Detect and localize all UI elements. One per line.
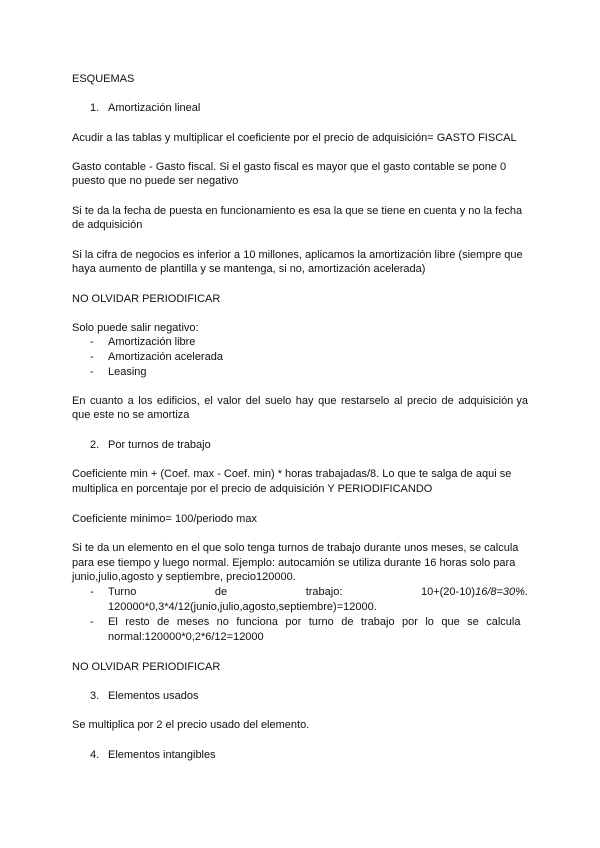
word: Turno bbox=[108, 586, 137, 598]
word: lo bbox=[425, 616, 434, 628]
word: funciona bbox=[236, 616, 278, 628]
word: resto bbox=[125, 616, 150, 628]
word: de bbox=[157, 616, 170, 628]
paragraph: Coeficiente minimo= 100/periodo max bbox=[72, 513, 257, 525]
paragraph: Se multiplica por 2 el precio usado del elemento. bbox=[72, 719, 310, 731]
word: restarselo bbox=[341, 395, 390, 407]
bullet-dash: - bbox=[90, 336, 94, 348]
section-1-title: Amortización lineal bbox=[108, 102, 201, 114]
paragraph-line: junio,julio,agosto y septiembre, precio120000. bbox=[72, 571, 296, 583]
word: suelo bbox=[264, 395, 292, 407]
word: de bbox=[214, 586, 228, 598]
word: edificios, bbox=[156, 395, 200, 407]
word: trabajo: bbox=[305, 586, 343, 598]
section-2-title: Por turnos de trabajo bbox=[108, 439, 211, 451]
section-4-title: Elementos intangibles bbox=[108, 749, 216, 761]
paragraph-line: Si te da la fecha de puesta en funcionamiento es esa la que se tiene en cuenta y no la fecha bbox=[72, 205, 523, 217]
paragraph: Solo puede salir negativo: bbox=[72, 322, 199, 334]
bullet-item: Leasing bbox=[108, 366, 147, 378]
section-1-number: 1. bbox=[90, 102, 100, 114]
word: En bbox=[72, 395, 86, 407]
word: cuanto bbox=[90, 395, 124, 407]
word: turno bbox=[308, 616, 334, 628]
word: adquisición ya bbox=[458, 395, 528, 407]
bullet-item: Amortización acelerada bbox=[108, 351, 223, 363]
paragraph-line: de adquisición bbox=[72, 219, 143, 231]
bullet-dash: - bbox=[90, 366, 94, 378]
formula-italic: 16/8=30%. bbox=[475, 586, 528, 598]
word: del bbox=[245, 395, 261, 407]
paragraph-line: Coeficiente min + (Coef. max - Coef. min) * horas trabajadas/8. Lo que te salga de aqui se bbox=[72, 468, 512, 480]
bullet-line bbox=[108, 615, 528, 629]
paragraph-line: Gasto contable - Gasto fiscal. Si el gasto fiscal es mayor que el gasto contable se pone 0 bbox=[72, 161, 507, 173]
bullet-line: normal:120000*0,2*6/12=12000 bbox=[108, 631, 264, 643]
section-3-number: 3. bbox=[90, 690, 100, 702]
word: los bbox=[138, 395, 153, 407]
word: el bbox=[204, 395, 213, 407]
paragraph-line: haya aumento de plantilla y se mantenga, si no, amortización acelerada) bbox=[72, 263, 426, 275]
paragraph-line bbox=[72, 394, 528, 408]
bullet-dash: - bbox=[90, 616, 94, 628]
word: a bbox=[127, 395, 134, 407]
bullet-line: 120000*0,3*4/12(junio,julio,agosto,septiembre)=12000. bbox=[108, 601, 377, 613]
bullet-dash: - bbox=[90, 586, 94, 598]
word: valor bbox=[217, 395, 242, 407]
paragraph-line: multiplica en porcentaje por el precio de adquisición Y PERIODIFICANDO bbox=[72, 483, 433, 495]
reminder: NO OLVIDAR PERIODIFICAR bbox=[72, 293, 221, 305]
paragraph-line: Si la cifra de negocios es inferior a 10 millones, aplicamos la amortización libre (siempre que bbox=[72, 249, 523, 261]
word: por bbox=[402, 616, 418, 628]
word: de bbox=[341, 616, 354, 628]
doc-title: ESQUEMAS bbox=[72, 73, 135, 85]
section-4-number: 4. bbox=[90, 749, 100, 761]
word: que bbox=[318, 395, 337, 407]
word: no bbox=[216, 616, 229, 628]
word: calcula bbox=[486, 616, 521, 628]
word: se bbox=[467, 616, 479, 628]
word: El bbox=[108, 616, 118, 628]
bullet-item: Amortización libre bbox=[108, 336, 196, 348]
word: meses bbox=[176, 616, 210, 628]
word: trabajo bbox=[360, 616, 395, 628]
reminder: NO OLVIDAR PERIODIFICAR bbox=[72, 661, 221, 673]
paragraph-line: puesto que no puede ser negativo bbox=[72, 175, 239, 187]
bullet-dash: - bbox=[90, 351, 94, 363]
paragraph-line: Si te da un elemento en el que solo tenga turnos de trabajo durante unos meses, se calcula bbox=[72, 542, 519, 554]
word: al bbox=[393, 395, 403, 407]
section-3-title: Elementos usados bbox=[108, 690, 199, 702]
word: por bbox=[285, 616, 302, 628]
word: de bbox=[441, 395, 454, 407]
paragraph-line: para ese tiempo y luego normal. Ejemplo: autocamión se utiliza durante 16 horas solo para bbox=[72, 557, 516, 569]
word: que bbox=[441, 616, 460, 628]
word: hay bbox=[295, 395, 314, 407]
section-2-number: 2. bbox=[90, 439, 100, 451]
paragraph-line: que este no se amortiza bbox=[72, 409, 190, 421]
paragraph: Acudir a las tablas y multiplicar el coeficiente por el precio de adquisición= GASTO FISCAL bbox=[72, 132, 517, 144]
word: precio bbox=[406, 395, 437, 407]
bullet-line bbox=[108, 585, 528, 599]
formula-start: 10+(20-10) bbox=[420, 586, 476, 598]
